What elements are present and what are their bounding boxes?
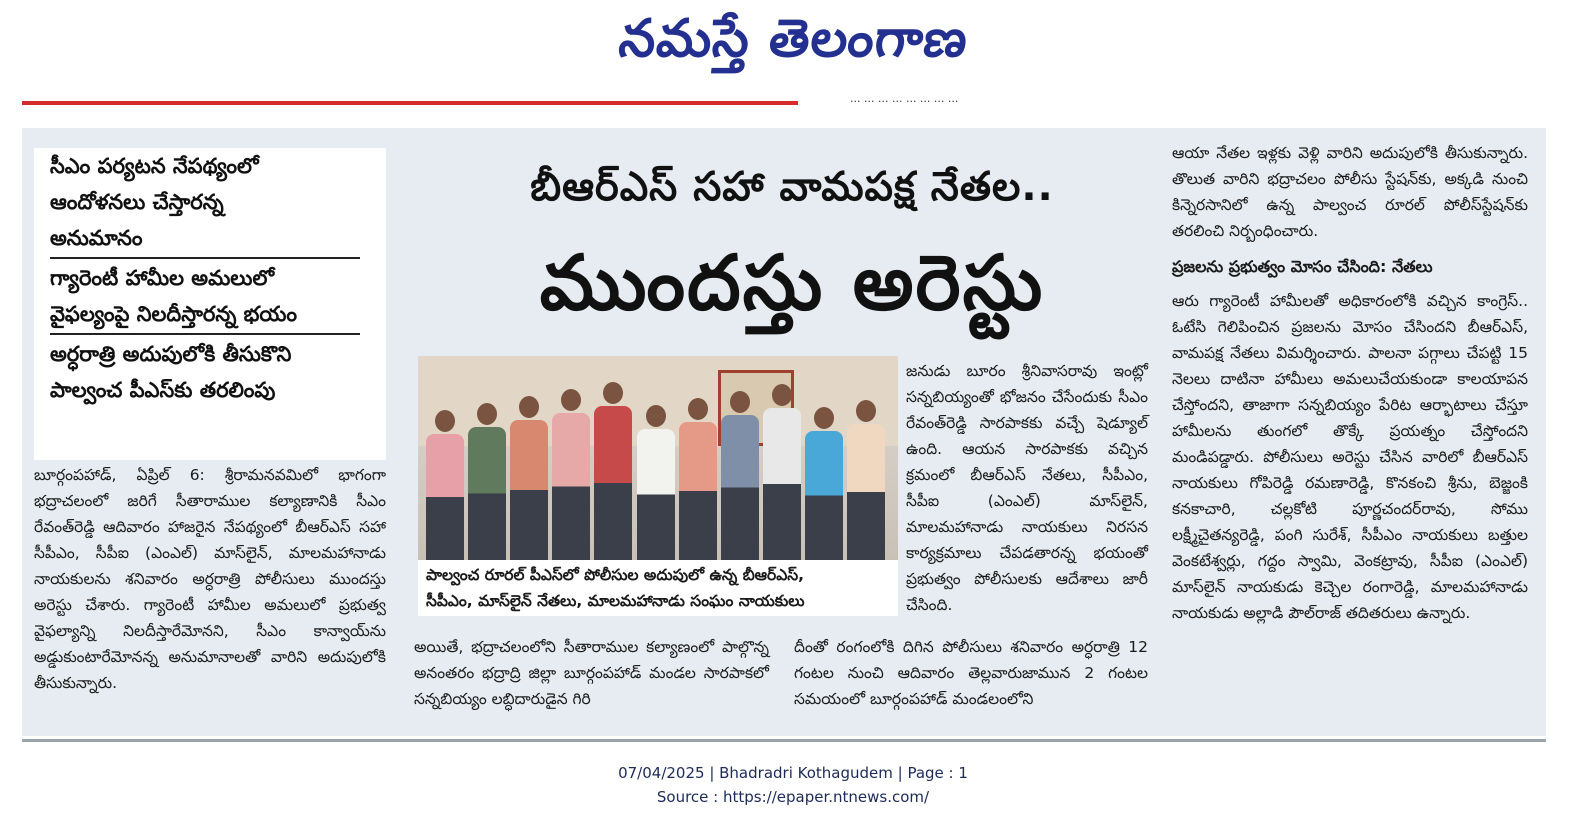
article-paragraph: అయితే, భద్రాచలంలోని సీతారాముల కల్యాణంలో పాల్గొన్న అనంతరం భద్రాద్రి జిల్లా బూర్గంపహాడ్ మండల సారపాకలో సన్నబియ్యం లబ్ధిదారుడైన గిరి [414,638,769,708]
person-figure [679,398,717,560]
person-figure [805,407,843,560]
masthead [0,0,1586,100]
article-paragraph: ఆయా నేతల ఇళ్లకు వెళ్లి వారిని అదుపులోకి తీసుకున్నారు. తొలుత వారిని భద్రాచలం పోలీసు స్టేషన్‌కు, అక్కడి నుంచి కిన్నెరసానిలో ఉన్న పాల్వంచ రూరల్ పోలీస్‌స్టేషన్‌కు తరలించి నిర్బంధించారు. [1172,144,1528,240]
person-body [468,427,506,560]
person-head [435,410,455,432]
highlight-line: అర్ధరాత్రి అదుపులోకి తీసుకొని [50,342,292,366]
footer-source-link[interactable]: Source : https://epaper.ntnews.com/ [656,788,930,806]
person-head [519,396,539,418]
person-head [772,384,792,406]
article-column-2 [414,634,769,712]
highlight-line: గ్యారెంటీ హామీల అమలులో [50,266,275,290]
header-rule [22,101,798,105]
article-paragraph: జనుడు బూరం శ్రీనివాసరావు ఇంట్లో సన్నబియ్యంతో భోజనం చేసేందుకు సీఎం రేవంత్‌రెడ్డి సారపాకకు వచ్చే షెడ్యూల్ ఉంది. ఆయన సారపాకకు వచ్చిన క్రమంలో బీఆర్ఎస్ నేతలు, సీపీఎం, సీపీఐ (ఎంఎల్) మాస్‌లైన్, మాలమహానాడు నాయకులు నిరసన కార్యక్రమాలు చేపడతారన్న భయంతో ప్రభుత్వం పోలీసులకు ఆదేశాలు జారీ చేసింది. [906,362,1148,614]
highlight-line: ఆందోళనలు చేస్తారన్న [50,190,224,214]
news-article [22,128,1546,736]
person-body [594,406,632,560]
photo-caption [418,560,898,616]
article-column-4 [1172,140,1528,626]
headline-main: ముందస్తు అరెస్టు [539,238,1045,327]
header-strip-text: ... ... ... ... ... ... ... ... [850,92,959,105]
highlight-divider [50,257,360,259]
person-head [688,398,708,420]
article-subheading: ప్రజలను ప్రభుత్వం మోసం చేసింది: నేతలు [1172,257,1433,276]
highlight-line: పాల్వంచ పీఎస్‌కు తరలింపు [50,378,276,402]
person-figure [468,403,506,560]
person-body [426,434,464,560]
person-head [561,389,581,411]
article-paragraph: ఆరు గ్యారెంటీ హామీలతో అధికారంలోకి వచ్చిన కాంగ్రెస్.. ఓటేసి గెలిపించిన ప్రజలను మోసం చేసిందని బీఆర్ఎస్, వామపక్ష నేతలు విమర్శించారు. పాలనా పగ్గాలు చేపట్టి 15 నెలలు దాటినా హామీలు అమలుచేయకుండా కాలయాపన చేస్తోందని, తాజాగా సన్నబియ్యం పేరిట ఆర్భాటాలు చేస్తూ హామీలను తుంగలో తొక్కే ప్రయత్నం చేస్తోందని మండిపడ్డారు. పోలీసులు అరెస్టు చేసిన వారిలో బీఆర్ఎస్ నాయకులు గోపిరెడ్డి రమణారెడ్డి, కొనకంచి శ్రీను, బెజ్జంకి కనకాచారి, చల్లకోటి పూర్ణచందర్‌రావు, సోము లక్ష్మీచైతన్యరెడ్డి, పంగి సురేశ్, సీపీఎం నాయకులు బత్తుల వెంకటేశ్వర్లు, గద్దం స్వామి, వెంకట్రావు, సీపీఐ (ఎంఎల్) మాస్‌లైన్ నాయకుడు కెచ్చెల రంగారెడ్డి, మాలమహానాడు నాయకుడు అల్లాడి పౌల్‌రాజ్ తదితరులు ఉన్నారు. [1172,292,1528,622]
highlight-line: సీఎం పర్యటన నేపథ్యంలో [50,154,259,178]
footer-rule [22,739,1546,742]
person-head [477,403,497,425]
person-figure [763,384,801,560]
article-column-1 [34,462,386,696]
highlight-line: వైఫల్యంపై నిలదీస్తారన్న భయం [50,302,298,326]
person-body [721,415,759,560]
person-figure [510,396,548,560]
person-figure [552,389,590,560]
person-figure [637,405,675,560]
person-head [856,400,876,422]
highlights-box [34,148,386,460]
article-column-3-top [906,358,1148,618]
person-body [552,413,590,560]
person-head [646,405,666,427]
person-figure [594,382,632,560]
highlight-line: అనుమానం [50,226,143,250]
newspaper-logo: నమస్తే తెలంగాణ [616,8,972,69]
footer-edition-info: 07/04/2025 | Bhadradri Kothagudem | Page : 1 [618,764,968,782]
person-body [805,431,843,560]
person-figure [426,410,464,560]
article-paragraph: బూర్గంపహాడ్, ఏప్రిల్ 6: శ్రీరామనవమిలో భాగంగా భద్రాచలంలో జరిగే సీతారాముల కల్యాణానికి సీఎం రేవంత్‌రెడ్డి ఆదివారం హాజరైన నేపథ్యంలో బీఆర్ఎస్ సహా సీపీఎం, సీపీఐ (ఎంఎల్) మాస్‌లైన్, మాలమహానాడు నాయకులను శనివారం అర్ధరాత్రి పోలీసులు ముందస్తు అరెస్టు చేశారు. గ్యారెంటీ హామీల అమలులో ప్రభుత్వ వైఫల్యాన్ని నిలదీస్తారేమోనని, సీఎం కాన్వాయ్‌ను అడ్డుకుంటారేమోనన్న అనుమానాలతో వారిని అదుపులోకి తీసుకున్నారు. [34,466,386,692]
article-column-3 [794,634,1148,712]
person-head [814,407,834,429]
person-head [603,382,623,404]
person-body [679,422,717,560]
person-head [730,391,750,413]
caption-line: సీపీఎం, మాస్‌లైన్ నేతలు, మాలమహానాడు సంఘం నాయకులు [426,592,805,610]
person-body [763,408,801,560]
person-body [847,424,885,560]
person-figure [721,391,759,560]
caption-line: పాల్వంచ రూరల్ పీఎస్‌లో పోలీసుల అదుపులో ఉన్న బీఆర్ఎస్, [426,566,804,584]
highlight-divider [50,333,360,335]
article-paragraph: దీంతో రంగంలోకి దిగిన పోలీసులు శనివారం అర్ధరాత్రి 12 గంటల నుంచి ఆదివారం తెల్లవారుజామున 2 గంటల సమయంలో బూర్గంపహాడ్ మండలంలోని [794,638,1148,708]
person-figure [847,400,885,560]
person-body [637,429,675,560]
headline-kicker: బీఆర్ఎస్ సహా వామపక్ష నేతల.. [530,164,1054,210]
person-body [510,420,548,560]
news-photo [418,356,898,560]
